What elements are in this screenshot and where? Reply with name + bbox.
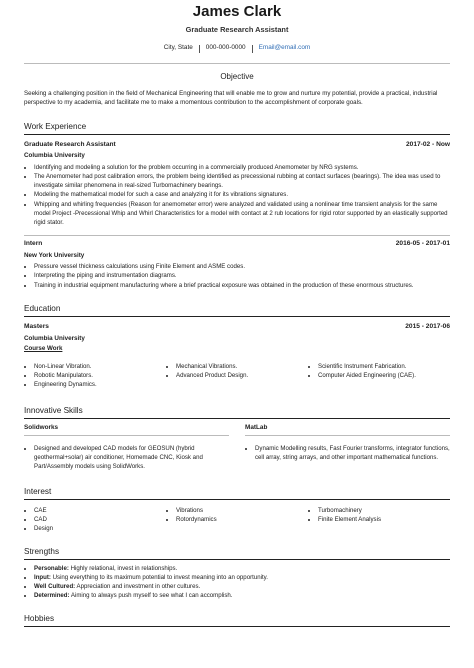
skill-rule <box>245 435 450 436</box>
list-item: • Identifying and modeling a solution for the problem occurring in a commercially produced Anemometer by NRG systems. <box>34 163 450 172</box>
phone-text: 000-000-0000 <box>205 44 246 52</box>
section-title-strengths: Strengths <box>24 546 60 556</box>
list-item: • Mechanical Vibrations. <box>176 362 308 371</box>
skill-rule <box>24 435 229 436</box>
school-name: Columbia University <box>24 334 85 342</box>
list-item: • Computer Aided Engineering (CAE). <box>318 371 450 380</box>
skill-group-name: MatLab <box>245 424 268 432</box>
coursework-columns <box>24 360 450 389</box>
job-dates: 2016-05 - 2017-01 <box>395 239 450 247</box>
strength-text: Using everything to its maximum potential to invest meaning into an opportunity. <box>50 573 268 581</box>
strengths-list <box>24 564 450 601</box>
list-item: • Whipping and whirling frequencies (Reason for anemometer error) were analyzed and validated using a nonlinear time transient analysis for the same model Project -Precessional Whip and Whirl Characteristics for a model with contact at 2 rub locations for rigid rotor supported by an elastically supported rigid stator. <box>34 200 450 227</box>
list-item: • Modeling the mathematical model for such a case and analyzing it for its vibrations signatures. <box>34 190 450 199</box>
list-item: • CAE <box>34 506 166 515</box>
email-link[interactable]: Email@email.com <box>258 44 311 52</box>
list-item: • Non-Linear Vibration. <box>34 362 166 371</box>
job-entry <box>24 141 450 227</box>
strength-label: Personable: <box>34 564 69 572</box>
job-dates: 2017-02 - Now <box>406 140 450 148</box>
section-rule <box>24 626 450 627</box>
list-item: • Robotic Manipulators. <box>34 371 166 380</box>
degree-title: Masters <box>24 322 49 330</box>
section-title-hobbies: Hobbies <box>24 614 55 624</box>
job-title: Intern <box>24 239 43 247</box>
entry-divider <box>24 235 450 236</box>
section-rule <box>24 499 450 500</box>
strength-text: Aiming to always push myself to see what I can accomplish. <box>69 592 233 600</box>
job-org: New York University <box>24 251 85 259</box>
strength-label: Determined: <box>34 592 70 600</box>
course-column <box>308 362 450 389</box>
list-item: • Design <box>34 524 166 533</box>
list-item: • Dynamic Modelling results, Fast Fourier transforms, integrator functions, cell array, string arrays, and other important mathematical functions. <box>255 444 450 462</box>
list-item: • Advanced Product Design. <box>176 371 308 380</box>
candidate-role: Graduate Research Assistant <box>185 24 289 34</box>
job-org: Columbia University <box>24 152 85 160</box>
section-title-skills: Innovative Skills <box>24 406 83 415</box>
list-item: • Interpreting the piping and instrumentation diagrams. <box>34 271 450 280</box>
strength-label: Well Cultured: <box>34 582 76 590</box>
job-title: Graduate Research Assistant <box>24 140 116 148</box>
course-column <box>166 362 308 389</box>
list-item: • Turbomachinery <box>318 506 450 515</box>
header-divider <box>24 63 450 64</box>
objective-text: Seeking a challenging position in the field of Mechanical Engineering that will enable me to grow and nurture my potential, provide a practical, industrial perspective to my academia, and facilitate me to make a momentous contribution to the accomplishment of corporate goals. <box>24 89 438 107</box>
interest-column <box>24 506 166 533</box>
list-item: • The Anemometer had post calibration errors, the problem being identified as precessional rubbing at contact surfaces (bearings). The idea was used to investigate similar phenomena in real-sized Turbomachinery bearings. <box>34 172 450 190</box>
section-rule <box>24 316 450 317</box>
coursework-label: Course Work <box>24 345 63 353</box>
contact-line <box>24 44 450 53</box>
section-rule <box>24 134 450 135</box>
location-text: City, State <box>163 44 193 52</box>
strength-text: Highly relational, invest in relationships. <box>68 564 178 572</box>
objective-title: Objective <box>220 72 254 82</box>
section-title-education: Education <box>24 303 61 313</box>
skill-list <box>24 444 229 471</box>
list-item <box>34 564 450 573</box>
list-item: • Rotordynamics <box>176 515 308 524</box>
job-bullets <box>24 262 450 289</box>
degree-dates: 2015 - 2017-06 <box>405 322 450 330</box>
list-item: • Designed and developed CAD models for GEOSUN (hybrid geothermal+solar) air conditioner, Homemade CNC, Kiosk and Part/Assembly models using SolidWorks. <box>34 444 229 471</box>
skill-group <box>245 424 450 471</box>
strength-label: Input: <box>34 573 51 581</box>
interest-column <box>166 506 308 533</box>
section-rule <box>24 418 450 419</box>
list-item: • Vibrations <box>176 506 308 515</box>
list-item <box>34 573 450 582</box>
interest-columns <box>24 504 450 533</box>
list-item: • Pressure vessel thickness calculations using Finite Element and ASME codes. <box>34 262 450 271</box>
list-item: • CAD <box>34 515 166 524</box>
list-item: • Finite Element Analysis <box>318 515 450 524</box>
job-bullets <box>24 163 450 227</box>
section-title-experience: Work Experience <box>24 121 87 131</box>
list-item: • Training in industrial equipment manufacturing where a brief practical exposure was obtained in the production of these enormous structures. <box>34 281 450 290</box>
skill-group-name: Solidworks <box>24 424 59 432</box>
list-item: • Scientific Instrument Fabrication. <box>318 362 450 371</box>
section-title-interest: Interest <box>24 487 52 497</box>
skill-list <box>245 444 450 462</box>
list-item: • Engineering Dynamics. <box>34 380 166 389</box>
section-rule <box>24 559 450 560</box>
strength-text: Appreciation and investment in other cultures. <box>75 582 201 590</box>
skill-group <box>24 424 229 471</box>
candidate-name: James Clark <box>192 3 282 20</box>
list-item <box>34 591 450 600</box>
list-item <box>34 582 450 591</box>
job-entry <box>24 240 450 290</box>
interest-column <box>308 506 450 533</box>
course-column <box>24 362 166 389</box>
skills-columns <box>24 424 450 471</box>
